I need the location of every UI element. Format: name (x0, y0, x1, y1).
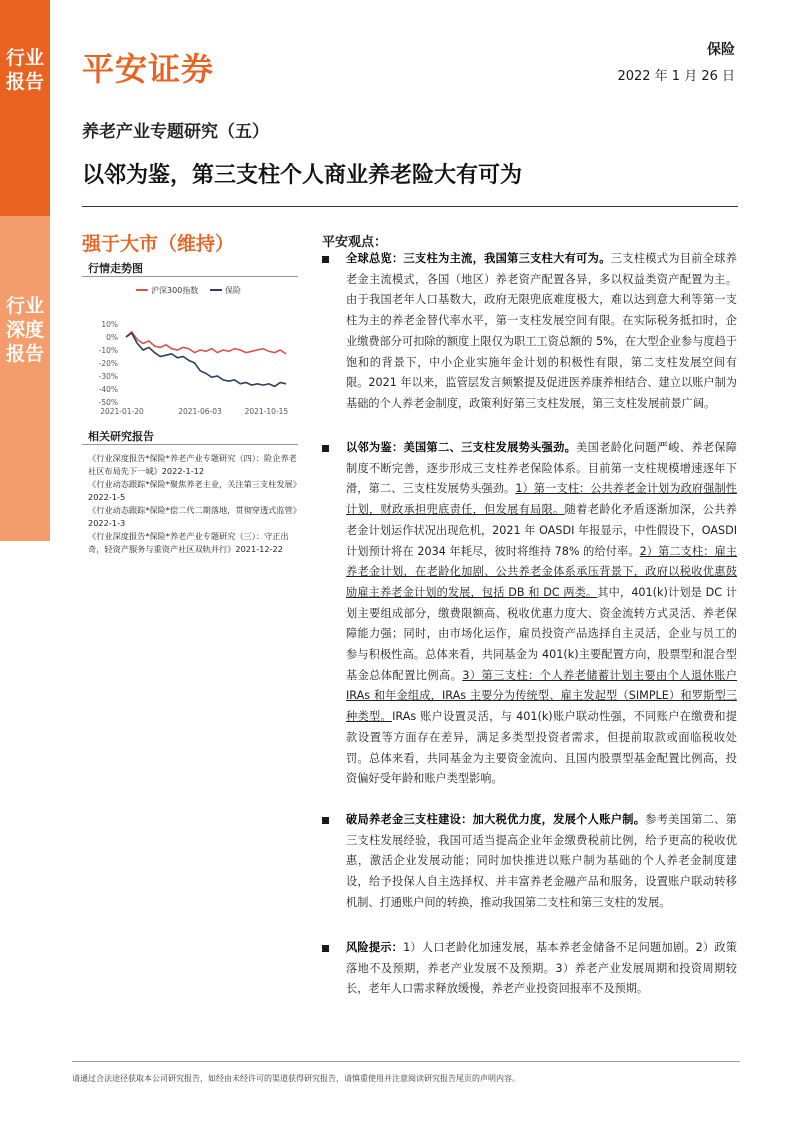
main-title: 以邻为鉴，第三支柱个人商业养老险大有可为 (82, 163, 523, 188)
y-tick-label: -50% (98, 398, 118, 407)
related-reports-list (88, 452, 298, 556)
paragraph-body: 三支柱模式为目前全球养老金主流模式，各国（地区）养老资产配置各异，多以权益类资产配置为主。由于我国老年人口基数大，政府无限兜底难度极大，难以达到意大利等第一支柱为主的养老金替代率水平，第一支柱发展空间有限。在实际税务抵扣时，企业缴费部分可扣除的额度上限仅为职工工资总额的 5%，在大型企业参与度趋于饱和的背景下，中小企业实施年金计划的积极性有限，第二支柱发展空间有限。2021 年以来，监管层发言频繁提及促进医养康养相结合、建立以账户制为基础的个人养老金制度，政策利好第三支柱发展，第三支柱发展前景广阔。 (346, 252, 737, 410)
sidebar-top-band (0, 0, 50, 216)
market-trend-chart (88, 280, 300, 420)
bullet-icon (322, 256, 329, 263)
bullet-icon (322, 817, 329, 824)
paragraph-body: 其中，401(k)计划是 DC 计划主要组成部分，缴费限额高、税收优惠力度大、资金流转方式灵活、养老保障能力强；同时，由市场化运作，雇员投资产品选择自主灵活，企业与员工的参与积极性高。总体来看，共同基金为 401(k)主要配置方向，股票型和混合型基金总体配置比例高。 (346, 585, 737, 682)
paragraph-body: 美国老龄化问题严峻、养老保障制度不断完善，逐步形成三支柱养老保险体系。目前第一支柱规模增速逐年下滑，第二、三支柱发展势头强劲。 (346, 441, 737, 496)
legend-label-insurance: 保险 (225, 286, 241, 295)
viewpoint-title: 平安观点： (322, 235, 388, 250)
viewpoint-paragraph-3 (322, 810, 737, 914)
report-date: 2022 年 1 月 26 日 (617, 69, 735, 84)
paragraph-body: IRAs 账户设置灵活，与 401(k)账户联动性强，不同账户在缴费和提款设置等方面存在差异，满足多类型投资者需求，但提前取款或面临税收处罚。总体来看，共同基金为主要资金流向、且国内股票型基金配置比例高，投资偏好受年龄和账户类型影响。 (346, 710, 737, 786)
pillar-two-note: 2）第二支柱：雇主养老金计划，在老龄化加剧、公共养老金体系承压背景下，政府以税收优惠鼓励雇主养老金计划的发展，包括 DB 和 DC 两类。 (346, 544, 737, 599)
report-subtype-label: 行业深度报告 (5, 295, 44, 365)
related-divider (82, 444, 298, 445)
y-tick-label: -10% (98, 346, 118, 355)
paragraph-body: 1）人口老龄化加速发展，基本养老金储备不足问题加剧。2）政策落地不及预期，养老产业发展不及预期。3）养老产业发展周期和投资周期较长，老年人口需求释放缓慢，养老产业投资回报率不及预期。 (346, 941, 737, 996)
pillar-three-note: 3）第三支柱：个人养老储蓄计划主要由个人退休账户 IRAs 和年金组成，IRAs 主要分为传统型、雇主发起型（SIMPLE）和罗斯型三种类型。 (346, 668, 737, 724)
sidebar-bottom-band (0, 216, 50, 541)
series-title: 养老产业专题研究（五） (82, 122, 269, 142)
related-report-item[interactable]: 《行业深度报告*保险*养老产业专题研究（三）：守正出奇，轻资产服务与重资产社区双轨并行》2021-12-22 (88, 531, 289, 554)
x-tick-label: 2021-10-15 (244, 407, 289, 416)
industry-label: 保险 (707, 42, 735, 58)
chart-section-label: 行情走势图 (88, 262, 143, 275)
paragraph-body: 参考美国第二、第三支柱发展经验，我国可适当提高企业年金缴费税前比例，给予更高的税收优惠，激活企业发展动能；同时加快推进以账户制为基础的个人养老金制度建设，给予投保人自主选择权、并丰富养老金融产品和服务，设置账户联动转移机制、打通账户间的转换，推动我国第二支柱和第三支柱的发展。 (346, 813, 737, 909)
x-tick-label: 2021-06-03 (178, 407, 222, 416)
paragraph-lead: 破局养老金三支柱建设：加大税优力度，发展个人账户制。 (346, 813, 646, 826)
bullet-icon (322, 445, 329, 452)
y-tick-label: -20% (98, 359, 118, 368)
title-divider (82, 206, 738, 207)
y-tick-label: 0% (106, 333, 118, 342)
viewpoint-paragraph-1 (322, 249, 737, 415)
rating-label: 强于大市（维持） (82, 233, 235, 255)
related-report-item[interactable]: 《行业动态跟踪*保险*偿二代二期落地，贯彻穿透式监管》2022-1-3 (88, 505, 297, 528)
bullet-icon (322, 945, 329, 952)
y-tick-label: -30% (98, 372, 118, 381)
related-reports-title: 相关研究报告 (88, 430, 154, 443)
pillar-one-note: 1）第一支柱：公共养老金计划为政府强制性计划，财政承担兜底责任，但发展有局限。 (346, 482, 737, 517)
chart-divider (82, 276, 298, 277)
paragraph-body: 随着老龄化矛盾逐渐加深，公共养老金计划运作状况出现危机，2021 年 OASDI 年报显示，中性假设下，OASDI 计划预计将在 2034 年耗尽，彼时将维持 78% 的给付率。 (346, 503, 737, 558)
company-logo: 平安证券 (82, 50, 215, 88)
y-tick-label: -40% (98, 385, 118, 394)
viewpoint-paragraph-2 (322, 438, 737, 790)
y-tick-label: 10% (101, 320, 118, 329)
paragraph-lead: 以邻为鉴：美国第二、三支柱发展势头强劲。 (346, 441, 577, 454)
related-report-item[interactable]: 《行业深度报告*保险*养老产业专题研究（四）：险企养老社区布局先下一城》2022-1-12 (88, 453, 297, 476)
footer-divider (72, 1061, 740, 1062)
viewpoint-paragraph-4 (322, 938, 737, 1000)
legend-label-hs300: 沪深300指数 (151, 286, 199, 295)
footer-disclaimer: 请通过合法途径获取本公司研究报告，如经由未经许可的渠道获得研究报告，请慎重使用并注意阅读研究报告尾页的声明内容。 (72, 1074, 520, 1083)
paragraph-lead: 风险提示： (346, 941, 404, 954)
paragraph-lead: 全球总览：三支柱为主流，我国第三支柱大有可为。 (346, 252, 611, 265)
report-type-label: 行业报告 (5, 47, 44, 93)
series-line-hs300 (126, 332, 286, 354)
related-report-item[interactable]: 《行业动态跟踪*保险*聚焦养老主业，关注第三支柱发展》2022-1-5 (88, 479, 297, 502)
x-tick-label: 2021-01-20 (100, 407, 144, 416)
chart-legend (136, 285, 241, 295)
